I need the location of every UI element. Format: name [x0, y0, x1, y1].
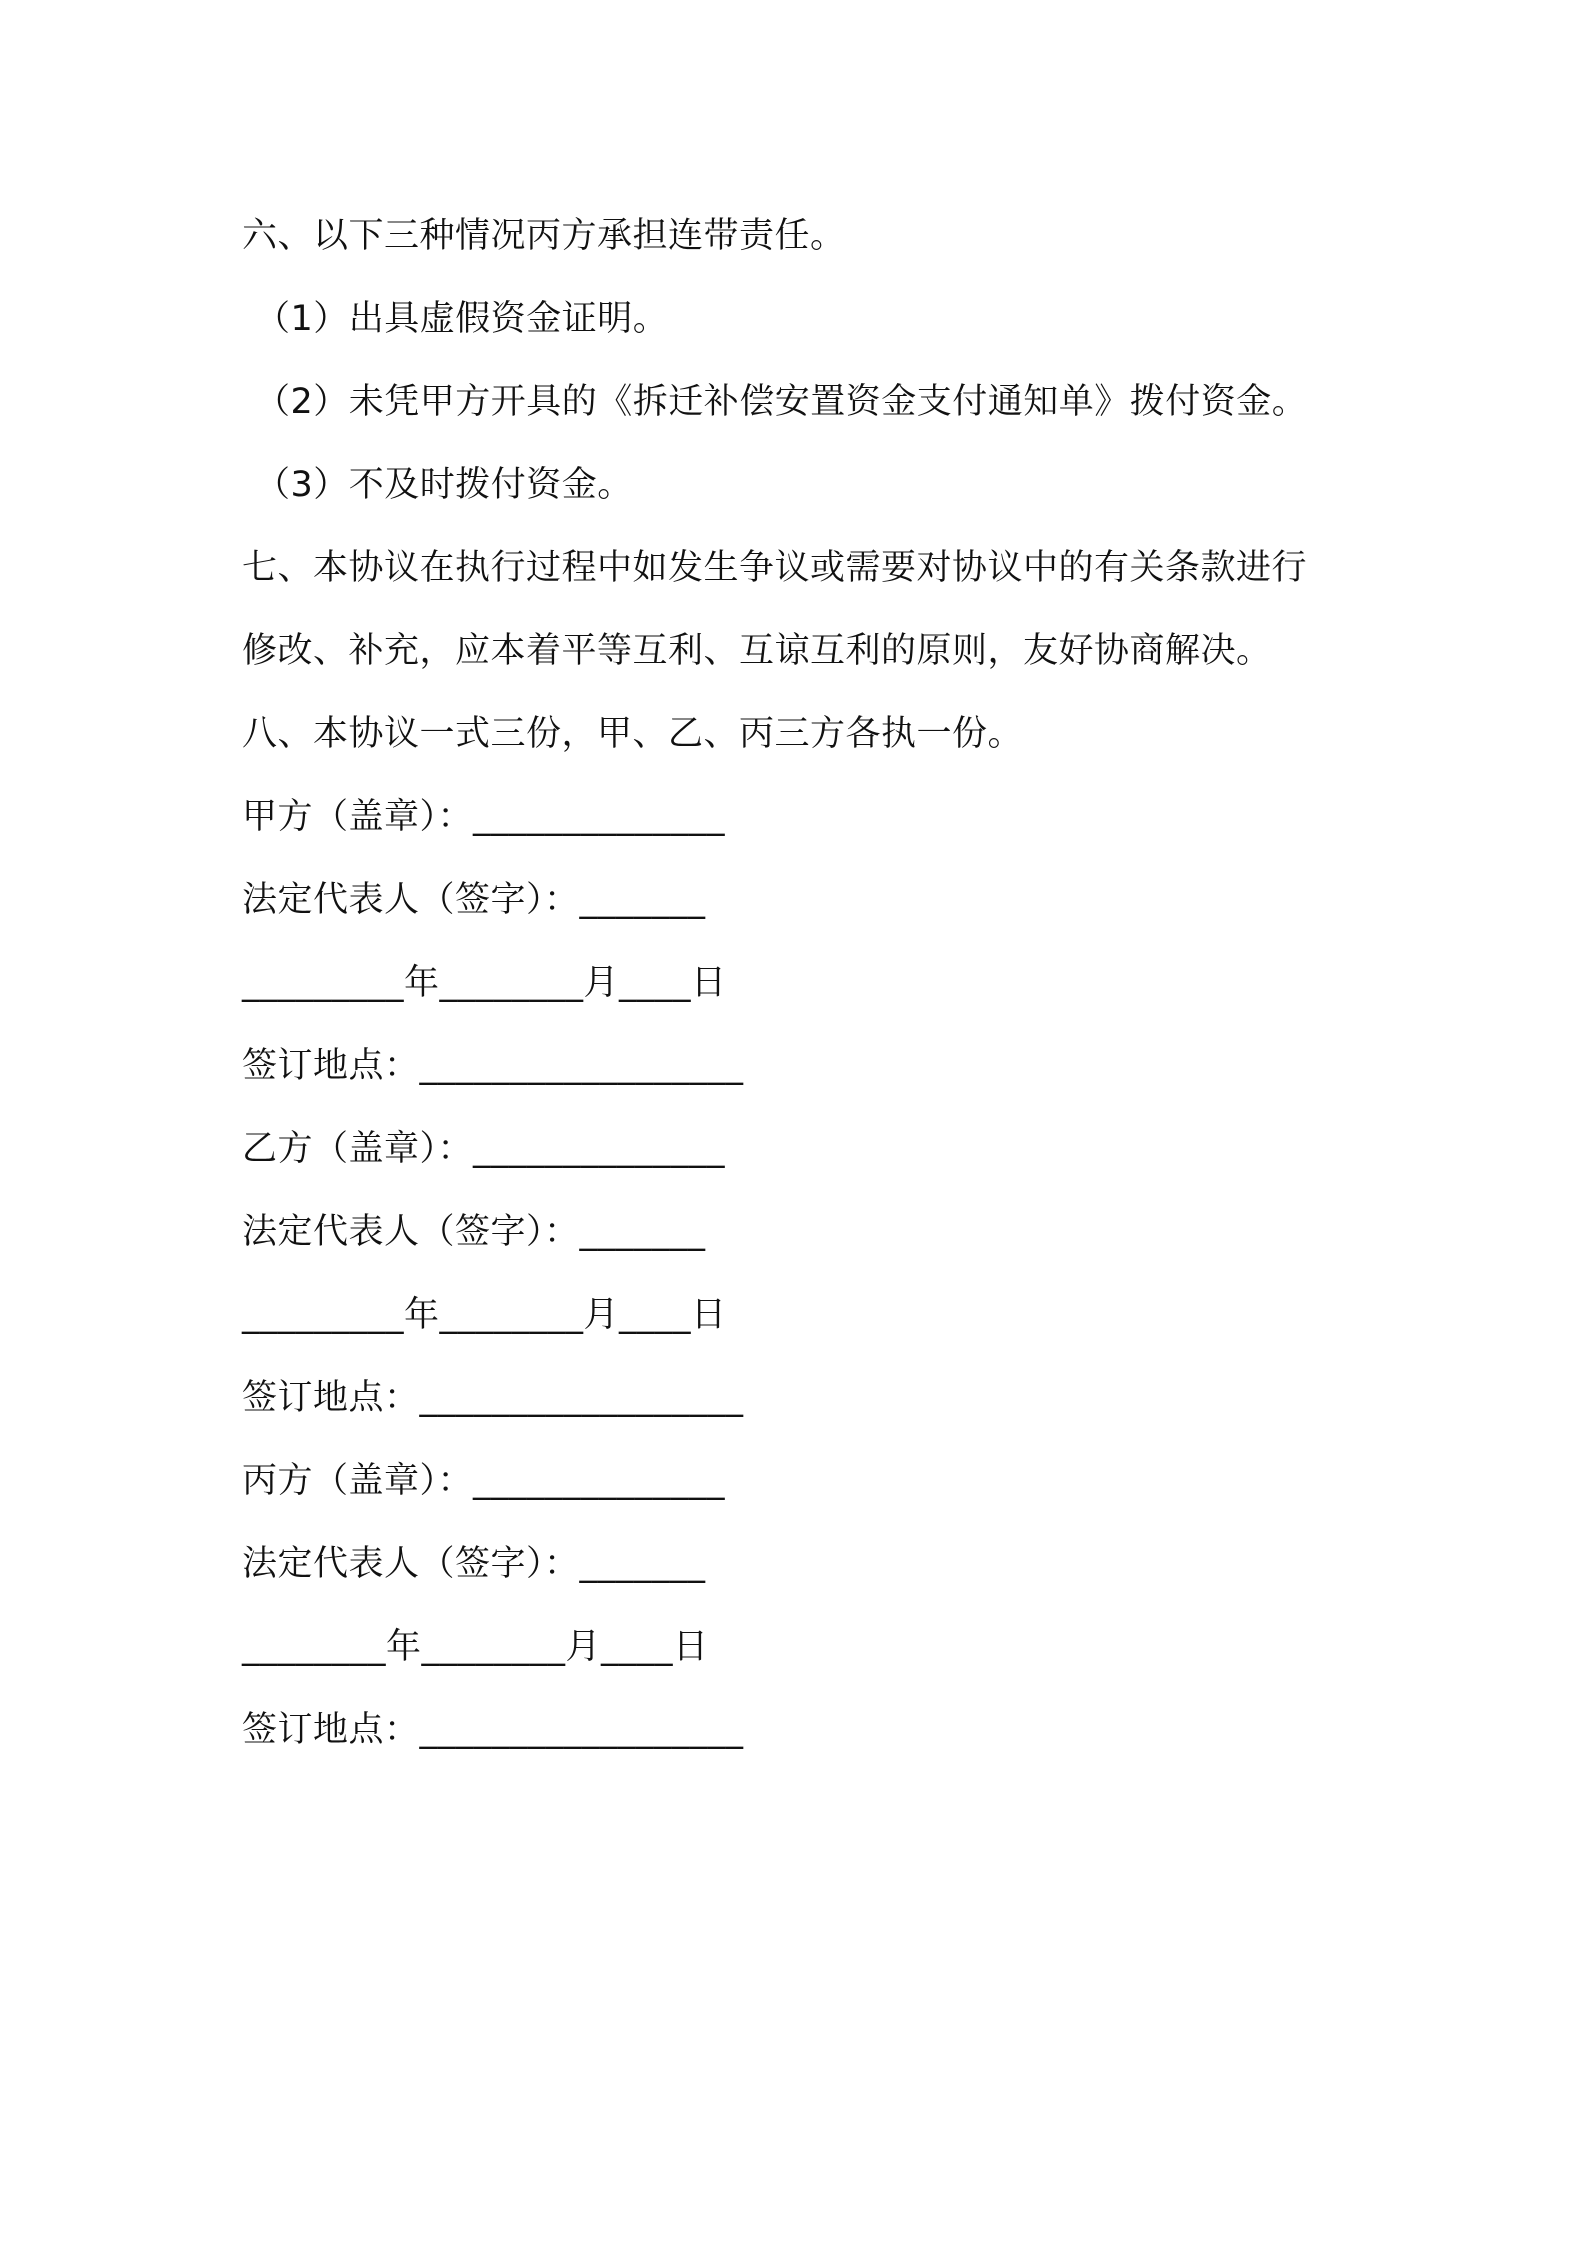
clause-6-item-1: （1）出具虚假资金证明。: [255, 299, 669, 339]
signature-block-party-c: [242, 1440, 1392, 1772]
party-b-place-line: 签订地点：__________________: [242, 1378, 744, 1418]
party-a-place-line: 签订地点：__________________: [242, 1046, 744, 1086]
party-b-seal-line: 乙方（盖章）：______________: [242, 1129, 726, 1169]
party-a-representative-line: 法定代表人（签字）：_______: [242, 880, 706, 920]
clause-6-item-2: （2）未凭甲方开具的《拆迁补偿安置资金支付通知单》拨付资金。: [255, 382, 1308, 422]
document-body: [242, 195, 1392, 1772]
party-b-representative-line: 法定代表人（签字）：_______: [242, 1212, 706, 1252]
party-c-place-line: 签订地点：__________________: [242, 1710, 744, 1750]
party-c-representative-line: 法定代表人（签字）：_______: [242, 1544, 706, 1584]
clause-6-item-3: （3）不及时拨付资金。: [255, 465, 633, 505]
signature-block-party-a: [242, 776, 1392, 1108]
clause-7-line-1: 七、本协议在执行过程中如发生争议或需要对协议中的有关条款进行: [242, 548, 1308, 588]
clause-8: 八、本协议一式三份，甲、乙、丙三方各执一份。: [242, 714, 1024, 754]
party-c-date-line: ________年________月____日: [242, 1627, 709, 1667]
party-a-seal-line: 甲方（盖章）：______________: [242, 797, 726, 837]
party-b-date-line: _________年________月____日: [242, 1295, 727, 1335]
clause-7-line-2: 修改、补充，应本着平等互利、互谅互利的原则，友好协商解决。: [242, 631, 1272, 671]
party-a-date-line: _________年________月____日: [242, 963, 727, 1003]
party-c-seal-line: 丙方（盖章）：______________: [242, 1461, 726, 1501]
clause-6-heading: 六、以下三种情况丙方承担连带责任。: [242, 216, 846, 256]
signature-block-party-b: [242, 1108, 1392, 1440]
